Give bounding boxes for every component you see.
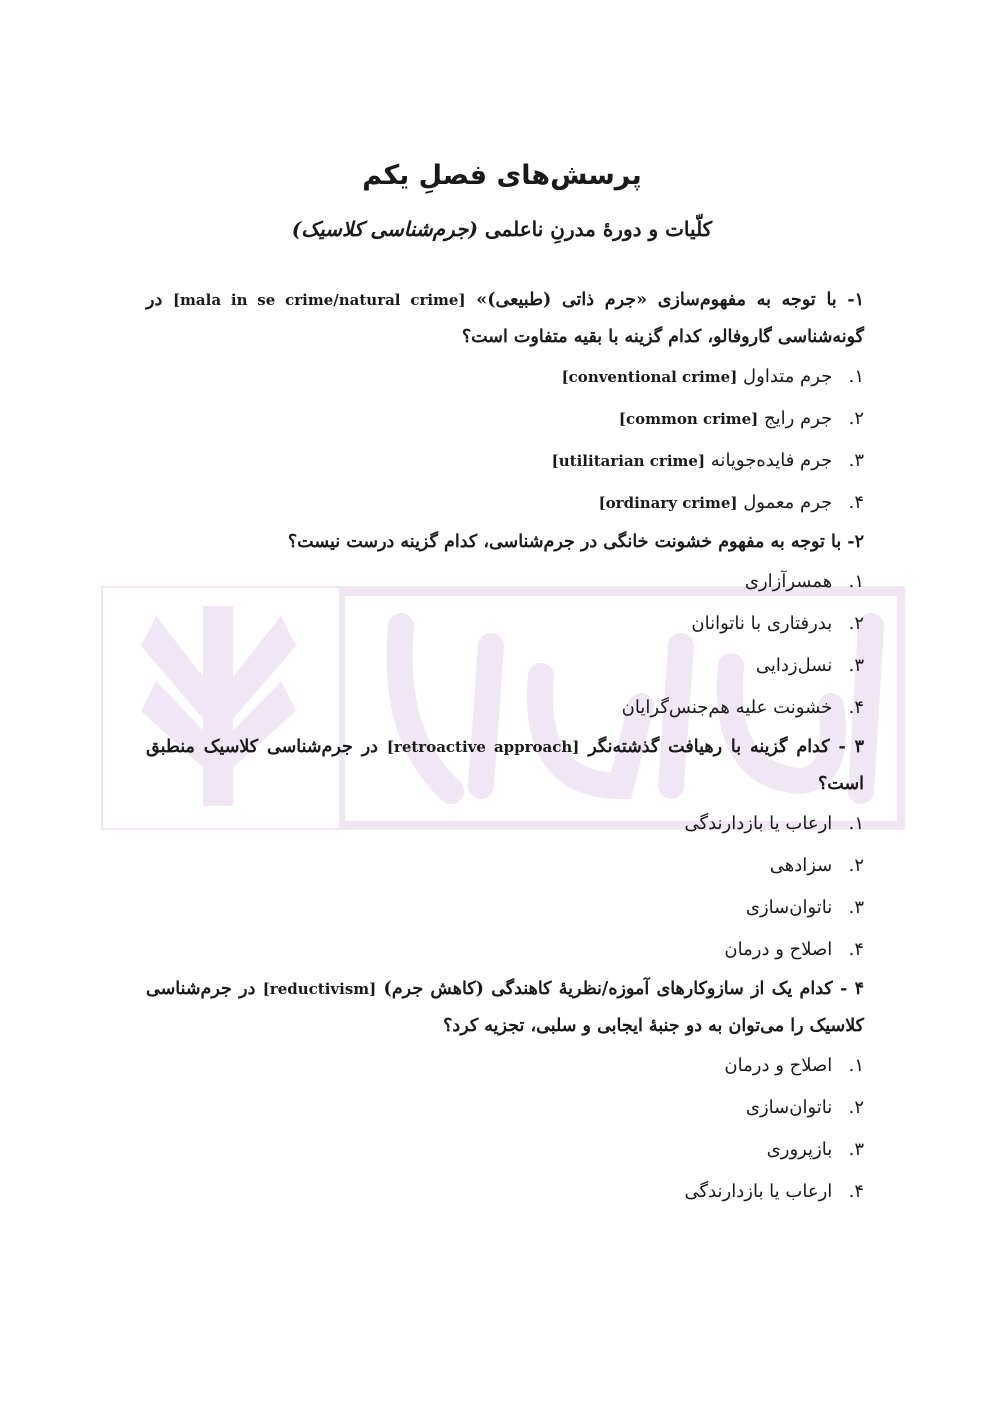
option-number: ۴.	[848, 697, 864, 718]
option-number: ۲.	[848, 855, 864, 876]
option-text: بازپروری	[766, 1139, 833, 1160]
option-2	[146, 845, 864, 887]
option-2	[146, 398, 864, 440]
option-text: ناتوان‌سازی	[745, 1097, 833, 1118]
option-number: ۳.	[848, 450, 864, 471]
option-number: ۱.	[848, 571, 864, 592]
option-text: جرم فایده‌جویانه	[710, 450, 833, 471]
option-1	[146, 803, 864, 845]
question-term: [mala in se crime/natural crime]	[172, 291, 466, 309]
option-text: جرم متداول	[743, 366, 833, 387]
question-4	[146, 971, 864, 1213]
option-number: ۱.	[848, 813, 864, 834]
option-3	[146, 440, 864, 482]
question-3	[146, 729, 864, 971]
option-term: [conventional crime]	[561, 368, 738, 386]
subtitle-paren: (جرم‌شناسی کلاسیک)	[291, 217, 478, 241]
question-number: ۳ -	[838, 737, 864, 757]
question-text-before: کدام گزینه با رهیافت گذشته‌نگر	[588, 737, 830, 757]
option-text: ارعاب یا بازدارندگی	[684, 813, 833, 834]
option-1	[146, 561, 864, 603]
option-number: ۲.	[848, 613, 864, 634]
question-text-after: در جرم‌شناسی کلاسیک را می‌توان به دو جنبهٔ ایجابی و سلبی، تجزیه کرد؟	[146, 979, 864, 1036]
question-text	[146, 971, 864, 1045]
option-term: [utilitarian crime]	[551, 452, 706, 470]
option-1	[146, 1045, 864, 1087]
option-number: ۱.	[848, 1055, 864, 1076]
option-number: ۴.	[848, 492, 864, 513]
option-number: ۳.	[848, 1139, 864, 1160]
option-number: ۱.	[848, 366, 864, 387]
option-text: خشونت علیه هم‌جنس‌گرایان	[621, 697, 833, 718]
option-4	[146, 929, 864, 971]
option-number: ۲.	[848, 408, 864, 429]
option-4	[146, 482, 864, 524]
question-text-after: در گونه‌شناسی گاروفالو، کدام گزینه با بقیه متفاوت است؟	[146, 290, 864, 347]
option-number: ۴.	[848, 1181, 864, 1202]
option-3	[146, 1129, 864, 1171]
option-4	[146, 687, 864, 729]
option-text: جرم معمول	[743, 492, 833, 513]
question-number: ۴ -	[840, 979, 865, 999]
option-4	[146, 1171, 864, 1213]
page-subtitle	[0, 208, 1004, 250]
option-number: ۲.	[848, 1097, 864, 1118]
option-number: ۳.	[848, 655, 864, 676]
option-text: بدرفتاری با ناتوانان	[691, 613, 833, 634]
option-2	[146, 603, 864, 645]
option-term: [common crime]	[618, 410, 759, 428]
option-3	[146, 887, 864, 929]
question-term: [reductivism]	[262, 980, 377, 998]
question-1	[146, 282, 864, 524]
question-text	[146, 729, 864, 803]
option-3	[146, 645, 864, 687]
option-text: سزادهی	[769, 855, 833, 876]
page-title: پرسش‌های فصلِ یکم	[362, 160, 642, 191]
question-text	[146, 282, 864, 356]
option-text: اصلاح و درمان	[724, 939, 833, 960]
question-text	[146, 524, 864, 561]
option-term: [ordinary crime]	[598, 494, 738, 512]
question-number: ۱-	[847, 290, 865, 310]
option-text: همسرآزاری	[744, 571, 833, 592]
option-text: نسل‌زدایی	[755, 655, 833, 676]
option-2	[146, 1087, 864, 1129]
option-text: ارعاب یا بازدارندگی	[684, 1181, 833, 1202]
option-text: اصلاح و درمان	[724, 1055, 833, 1076]
question-text-before: با توجه به مفهوم‌سازی «جرم ذاتی (طبیعی)»	[476, 290, 837, 310]
option-text: ناتوان‌سازی	[745, 897, 833, 918]
question-text-before: کدام یک از سازوکارهای آموزه/نظریهٔ کاهندگی (کاهش جرم)	[383, 979, 833, 999]
question-term: [retroactive approach]	[386, 738, 580, 756]
question-text-after: در جرم‌شناسی کلاسیک منطبق است؟	[146, 737, 864, 794]
question-2	[146, 524, 864, 729]
question-text-before: با توجه به مفهوم خشونت خانگی در جرم‌شناسی، کدام گزینه درست نیست؟	[287, 532, 842, 552]
option-number: ۴.	[848, 939, 864, 960]
option-text: جرم رایج	[764, 408, 833, 429]
subtitle-main: کلّیات و دورهٔ مدرنِ ناعلمی	[484, 217, 713, 241]
questions-list	[146, 282, 864, 1213]
question-number: ۲-	[847, 532, 864, 552]
option-1	[146, 356, 864, 398]
option-number: ۳.	[848, 897, 864, 918]
